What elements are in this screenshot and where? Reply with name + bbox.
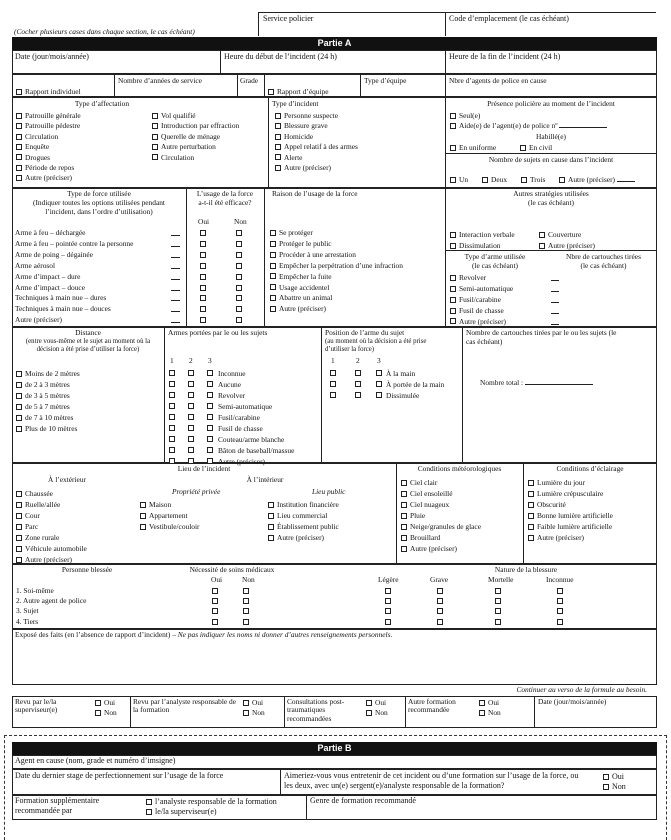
distance-checkbox[interactable]: [16, 393, 22, 399]
subject-weapon-checkbox[interactable]: [207, 392, 213, 398]
subject-weapon-checkbox[interactable]: [207, 403, 213, 409]
subject-weapon-checkbox[interactable]: [169, 414, 175, 420]
injured-title: Personne blessée: [61, 565, 113, 574]
incident-checkbox[interactable]: [275, 123, 281, 129]
cartridges-field[interactable]: [551, 291, 559, 292]
team-report-checkbox[interactable]: [268, 89, 274, 95]
injury-checkbox[interactable]: [557, 619, 563, 625]
incident-checkbox[interactable]: [275, 165, 281, 171]
assign-checkbox[interactable]: [152, 113, 158, 119]
force-effective-checkbox[interactable]: [236, 317, 242, 323]
injury-checkbox[interactable]: [437, 598, 443, 604]
effective-title: L’usage de la force: [196, 189, 254, 198]
assign-checkbox[interactable]: [16, 123, 22, 129]
start-time-label: Heure du début de l’incident (24 h): [224, 52, 337, 61]
assisted-checkbox[interactable]: [450, 123, 456, 129]
reason-checkbox[interactable]: [270, 230, 276, 236]
outside-checkbox[interactable]: [16, 546, 22, 552]
subjects-checkbox[interactable]: [521, 177, 527, 183]
subject-weapons-title: Armes portées par le ou les sujets: [168, 328, 268, 337]
agent-label: Agent en cause (nom, grade et numéro d’imsigne): [15, 756, 176, 765]
place-title: Lieu de l’incident: [177, 464, 231, 473]
lighting-checkbox[interactable]: [528, 491, 534, 497]
subject-weapon-checkbox[interactable]: [169, 447, 175, 453]
injury-checkbox[interactable]: [385, 619, 391, 625]
assign-checkbox[interactable]: [16, 165, 22, 171]
subjects-title: Nombre de sujets en cause dans l’incident: [488, 155, 614, 164]
force-order-field[interactable]: [171, 235, 180, 236]
training-kind-label: Genre de formation recommandé: [310, 796, 416, 805]
location-code-label: Code d’emplacement (le cas échéant): [449, 14, 569, 23]
reason-checkbox[interactable]: [270, 273, 276, 279]
injury-checkbox[interactable]: [557, 588, 563, 594]
subject-weapon-checkbox[interactable]: [188, 370, 194, 376]
assign-checkbox[interactable]: [16, 113, 22, 119]
force-effective-checkbox[interactable]: [236, 252, 242, 258]
incident-checkbox[interactable]: [275, 113, 281, 119]
cartridges-field[interactable]: [551, 313, 559, 314]
private-checkbox[interactable]: [140, 524, 146, 530]
continue-note: Continuer au verso de la formule au besoin.: [516, 685, 647, 694]
cartridges-field[interactable]: [551, 324, 559, 325]
weather-checkbox[interactable]: [401, 546, 407, 552]
injury-checkbox[interactable]: [243, 598, 249, 604]
outside-checkbox[interactable]: [16, 491, 22, 497]
public-checkbox[interactable]: [268, 502, 274, 508]
assign-checkbox[interactable]: [152, 154, 158, 160]
subject-weapon-checkbox[interactable]: [207, 381, 213, 387]
part-b-bar: Partie B: [12, 742, 657, 755]
weapon-position-checkbox[interactable]: [376, 381, 382, 387]
force-effective-checkbox[interactable]: [236, 306, 242, 312]
strategy-checkbox[interactable]: [539, 243, 545, 249]
assign-checkbox[interactable]: [152, 123, 158, 129]
by-analyst-checkbox[interactable]: [146, 799, 152, 805]
subject-weapon-checkbox[interactable]: [169, 436, 175, 442]
weather-title: Conditions météorologiques: [417, 464, 502, 473]
subject-weapon-checkbox[interactable]: [188, 447, 194, 453]
injury-checkbox[interactable]: [437, 588, 443, 594]
outside-checkbox[interactable]: [16, 513, 22, 519]
subject-weapon-checkbox[interactable]: [169, 392, 175, 398]
force-effective-checkbox[interactable]: [200, 263, 206, 269]
private-checkbox[interactable]: [140, 513, 146, 519]
supervisor-review-label: Revu par le/la superviseur(e): [15, 697, 58, 715]
public-checkbox[interactable]: [268, 513, 274, 519]
weather-checkbox[interactable]: [401, 480, 407, 486]
training-no-checkbox[interactable]: [479, 710, 485, 716]
subjects-checkbox[interactable]: [559, 177, 565, 183]
lighting-title: Conditions d’éclairage: [556, 464, 624, 473]
public-checkbox[interactable]: [268, 524, 274, 530]
subject-weapon-checkbox[interactable]: [188, 414, 194, 420]
force-order-field[interactable]: [171, 322, 180, 323]
injury-checkbox[interactable]: [437, 619, 443, 625]
discuss-label: Aimeriez-vous vous entretenir de cet incident ou d’une formation sur l’usage de la force, ou: [284, 771, 579, 780]
debrief-yes-checkbox[interactable]: [366, 700, 372, 706]
weather-checkbox[interactable]: [401, 535, 407, 541]
force-effective-checkbox[interactable]: [200, 306, 206, 312]
distance-checkbox[interactable]: [16, 415, 22, 421]
presence-title: Présence policière au moment de l’incident: [487, 99, 615, 108]
force-order-field[interactable]: [171, 257, 180, 258]
force-item: Arme aérosol: [15, 260, 56, 270]
last-training-label: Date du dernier stage de perfectionnement sur l’usage de la force: [15, 771, 224, 780]
force-effective-checkbox[interactable]: [200, 274, 206, 280]
weapon-type-checkbox[interactable]: [450, 275, 456, 281]
force-order-field[interactable]: [171, 300, 180, 301]
injury-checkbox[interactable]: [495, 598, 501, 604]
force-order-field[interactable]: [171, 290, 180, 291]
weather-checkbox[interactable]: [401, 524, 407, 530]
force-title: Type de force utilisée: [67, 189, 131, 198]
reason-checkbox[interactable]: [270, 306, 276, 312]
weapon-type-checkbox[interactable]: [450, 297, 456, 303]
end-time-label: Heure de la fin de l’incident (24 h): [449, 52, 561, 61]
lighting-checkbox[interactable]: [528, 502, 534, 508]
force-item: Arme à feu – déchargée: [15, 228, 86, 237]
public-checkbox[interactable]: [268, 535, 274, 541]
force-item: Techniques à main nue – dures: [15, 293, 107, 303]
weapon-position-checkbox[interactable]: [376, 392, 382, 398]
force-effective-checkbox[interactable]: [200, 241, 206, 247]
weapon-position-checkbox[interactable]: [330, 392, 336, 398]
force-order-field[interactable]: [171, 268, 180, 269]
subject-weapon-checkbox[interactable]: [169, 370, 175, 376]
injury-checkbox[interactable]: [495, 608, 501, 614]
subject-weapon-checkbox[interactable]: [169, 425, 175, 431]
subject-weapon-checkbox[interactable]: [188, 403, 194, 409]
force-effective-checkbox[interactable]: [236, 285, 242, 291]
weather-checkbox[interactable]: [401, 491, 407, 497]
outside-checkbox[interactable]: [16, 557, 22, 563]
other-training-label: Autre formation recommandée: [408, 697, 456, 715]
part-a-bar: Partie A: [12, 37, 657, 50]
header-note: (Cocher plusieurs cases dans chaque section, le cas échéant): [14, 27, 195, 36]
subjects-checkbox[interactable]: [482, 177, 488, 183]
force-item: Arme à feu – pointée contre la personne: [15, 238, 134, 248]
weather-checkbox[interactable]: [401, 502, 407, 508]
lighting-checkbox[interactable]: [528, 480, 534, 486]
private-checkbox[interactable]: [140, 502, 146, 508]
distance-checkbox[interactable]: [16, 426, 22, 432]
cartridges-field[interactable]: [551, 280, 559, 281]
strategy-checkbox[interactable]: [450, 232, 456, 238]
force-effective-checkbox[interactable]: [200, 230, 206, 236]
by-supervisor-checkbox[interactable]: [146, 809, 152, 815]
assign-checkbox[interactable]: [16, 175, 22, 181]
analyst-no-checkbox[interactable]: [243, 710, 249, 716]
force-effective-checkbox[interactable]: [236, 274, 242, 280]
injury-checkbox[interactable]: [243, 588, 249, 594]
subject-weapon-checkbox[interactable]: [207, 425, 213, 431]
injury-checkbox[interactable]: [385, 598, 391, 604]
subject-weapon-checkbox[interactable]: [188, 436, 194, 442]
reason-title: Raison de l’usage de la force: [272, 189, 358, 198]
force-effective-checkbox[interactable]: [200, 285, 206, 291]
discuss-yes-checkbox[interactable]: [603, 774, 609, 780]
lighting-checkbox[interactable]: [528, 513, 534, 519]
assign-checkbox[interactable]: [152, 144, 158, 150]
cartridges-field[interactable]: [551, 302, 559, 303]
analyst-yes-checkbox[interactable]: [243, 700, 249, 706]
incident-type-title: Type d’incident: [272, 99, 319, 108]
distance-checkbox[interactable]: [16, 404, 22, 410]
lighting-checkbox[interactable]: [528, 535, 534, 541]
total-cartridges-field[interactable]: [525, 379, 593, 385]
individual-report-checkbox[interactable]: [16, 89, 22, 95]
weapon-type-checkbox[interactable]: [450, 308, 456, 314]
injury-checkbox[interactable]: [385, 588, 391, 594]
assign-checkbox[interactable]: [152, 134, 158, 140]
force-effective-checkbox[interactable]: [200, 252, 206, 258]
civil-checkbox[interactable]: [520, 145, 526, 151]
force-item: Techniques à main nue – douces: [15, 304, 111, 314]
weapon-position-title: Position de l’arme du sujet: [325, 328, 405, 337]
subject-weapon-checkbox[interactable]: [188, 381, 194, 387]
weapon-position-checkbox[interactable]: [355, 381, 361, 387]
years-label: Nombre d’années de service: [118, 76, 202, 85]
weapon-position-checkbox[interactable]: [376, 370, 382, 376]
subject-weapon-checkbox[interactable]: [169, 403, 175, 409]
weather-checkbox[interactable]: [401, 513, 407, 519]
subjects-checkbox[interactable]: [450, 177, 456, 183]
discuss-no-checkbox[interactable]: [603, 784, 609, 790]
assign-checkbox[interactable]: [16, 144, 22, 150]
debrief-label: Consultations post-traumatiques recommandées: [287, 697, 345, 723]
grade-label: Grade: [240, 76, 259, 85]
force-item: Arme d’impact – dure: [15, 271, 81, 281]
lighting-checkbox[interactable]: [528, 524, 534, 530]
subject-weapon-checkbox[interactable]: [207, 447, 213, 453]
subject-weapon-checkbox[interactable]: [188, 425, 194, 431]
incident-checkbox[interactable]: [275, 154, 281, 160]
injury-checkbox[interactable]: [212, 588, 218, 594]
subject-weapon-checkbox[interactable]: [188, 392, 194, 398]
force-effective-checkbox[interactable]: [200, 317, 206, 323]
distance-checkbox[interactable]: [16, 382, 22, 388]
injury-checkbox[interactable]: [212, 598, 218, 604]
subject-weapon-checkbox[interactable]: [207, 370, 213, 376]
strategy-checkbox[interactable]: [450, 243, 456, 249]
supervisor-yes-checkbox[interactable]: [95, 700, 101, 706]
injury-checkbox[interactable]: [212, 608, 218, 614]
injury-checkbox[interactable]: [437, 608, 443, 614]
medical-care-title: Nécessité de soins médicaux: [189, 565, 275, 574]
outside-checkbox[interactable]: [16, 502, 22, 508]
service-label: Service policier: [263, 14, 314, 23]
weapon-type-checkbox[interactable]: [450, 286, 456, 292]
injury-checkbox[interactable]: [385, 608, 391, 614]
distance-title: Distance: [75, 328, 101, 337]
alone-checkbox[interactable]: [450, 113, 456, 119]
outside-checkbox[interactable]: [16, 535, 22, 541]
injury-nature-title: Nature de la blessure: [494, 565, 558, 574]
weapon-position-checkbox[interactable]: [330, 370, 336, 376]
force-effective-checkbox[interactable]: [200, 295, 206, 301]
force-order-field[interactable]: [171, 279, 180, 280]
team-type-label: Type d’équipe: [364, 76, 407, 85]
uniform-checkbox[interactable]: [450, 145, 456, 151]
force-effective-checkbox[interactable]: [236, 230, 242, 236]
force-item: Arme de poing – dégainée: [15, 249, 93, 259]
debrief-no-checkbox[interactable]: [366, 710, 372, 716]
reason-checkbox[interactable]: [270, 241, 276, 247]
force-effective-checkbox[interactable]: [236, 295, 242, 301]
distance-checkbox[interactable]: [16, 371, 22, 377]
reason-checkbox[interactable]: [270, 252, 276, 258]
extra-training-label: Formation supplémentaire: [15, 796, 100, 805]
strategy-checkbox[interactable]: [539, 232, 545, 238]
weapon-position-checkbox[interactable]: [355, 370, 361, 376]
row-officer: [12, 74, 657, 97]
subject-cartridges-title: Nombre de cartouches tirées par le ou les sujets (le: [466, 328, 617, 337]
weapon-type-checkbox[interactable]: [450, 318, 456, 324]
injury-checkbox[interactable]: [243, 619, 249, 625]
outside-checkbox[interactable]: [16, 524, 22, 530]
incident-checkbox[interactable]: [275, 144, 281, 150]
reason-checkbox[interactable]: [270, 295, 276, 301]
injury-checkbox[interactable]: [557, 598, 563, 604]
analyst-review-label: Revu par l’analyste responsable de la formation: [133, 697, 237, 715]
subject-weapon-checkbox[interactable]: [207, 414, 213, 420]
assign-checkbox[interactable]: [16, 134, 22, 140]
injury-checkbox[interactable]: [495, 588, 501, 594]
injury-checkbox[interactable]: [557, 608, 563, 614]
force-order-field[interactable]: [171, 246, 180, 247]
force-item: Arme d’impact – douce: [15, 282, 85, 292]
force-item: Autre (préciser): [15, 315, 62, 325]
subject-weapon-checkbox[interactable]: [169, 381, 175, 387]
weapon-position-checkbox[interactable]: [330, 381, 336, 387]
training-yes-checkbox[interactable]: [479, 700, 485, 706]
supervisor-no-checkbox[interactable]: [95, 710, 101, 716]
force-effective-checkbox[interactable]: [236, 263, 242, 269]
injury-checkbox[interactable]: [212, 619, 218, 625]
incident-form-page: (Cocher plusieurs cases dans chaque section, le cas échéant) Service policier Code d’emplacement (le cas échéant) Partie A Date (jour/mois/année) Heure du début de l’incident (24 h) Heure de la fin de l’incident (24 h) Rapport individuel Nombre d’années de service Grade Rapport d’équipe Type d’équipe Nbre d’agents de police en cause Type d’affectation Patrouille générale Patrouille pédestre Circulation Enquête Drogues Période de repos Autre (préciser) Vol qualifié Introduction par effraction Querelle de ménage Autre perturbation Circulation Type d’incident Personne suspecte Blessure grave Homicide Appel relatif à des armes Alerte Autre (préciser) Présence policière au moment de l’incident Seul(e) Aide(e) de l’agent(e) de police nº Habillé(e) En uniforme En civil Nombre de sujets en cause dans l’incident Un Deux Trois Autre (préciser) Type de force utilisée (Indiquer toutes les options utilisées pendant l’incident, dans l’ordre d’utilisation) L’usage de la force a-t-il été efficace? Oui Non Arme à feu – déchargée Arme à feu – pointée contre la personne Arme de poing – dégainée Arme aérosol Arme d’impact – dure Arme d’impact – douce Techniques à main nue – dures Techniques à main nue – douces Autre (préciser) Raison de l’usage de la force Se protéger Protéger le public Procéder à une arrestation Empêcher la perpétration d’une infraction Empêcher la fuite Usage accidentel Abattre un animal Autre (préciser) Autres stratégies utilisées (le cas échéant) Interaction verbale Dissimulation Couverture Autre (préciser) Type d’arme utilisée (le cas échéant) Nbre de cartouches tirées (le cas échéant) Revolver Semi-automatique Fusil/carabine Fusil de chasse Autre (préciser) Distance (entre vous-même et le sujet au moment où la décision a été prise d’utiliser la force) Moins de 2 mètres de 2 à 3 mètres de 3 à 5 mètres de 5 à 7 mètres de 7 à 10 mètres Plus de 10 mètres Armes portées par le ou les sujets 1 2 3 Inconnue Aucune Revolver Semi-automatique Fusil/carabine Fusil de chasse Couteau/arme blanche Bâton de baseball/massue Autre (préciser) Position de l’arme du sujet (au moment où la décision a été prise d’utiliser la force) 1 2 3 À la main À portée de la main Dissimulée Nombre de cartouches tirées par le ou les sujets (le cas échéant) Nombre total : Lieu de l’incident À l’extérieur À l’intérieur Propriété privée Lieu public Chaussée Ruelle/allée Cour Parc Zone rurale Véhicule automobile Autre (préciser) Maison Appartement Vestibule/couloir Institution financière Lieu commercial Établissement public Autre (préciser) Conditions météorologiques Ciel clair Ciel ensoleillé Ciel nuageux Pluie Neige/granules de glace Brouillard Autre (préciser) Conditions d’éclairage Lumière du jour Lumière crépusculaire Obscurité Bonne lumière artificielle Faible lumière artificielle Autre (préciser) Personne blessée Nécessité de soins médicaux Oui Non Nature de la blessure Légère Grave Mortelle Inconnue 1. Soi-même 2. Autre agent de police 3. Sujet 4. Tiers Exposé des faits (en l’absence de rapport d’incident) – Ne pas indiquer les noms ni donner d’autres renseignements personnels. Continuer au verso de la formule au besoin. Revu par le/la superviseur(e) Oui Non Revu par l’analyste responsable de la formation Oui Non Consultations post-traumatiques recommandées Oui Non Autre formation recommandée Oui Non Date (jour/mois/année) Partie B Agent en cause (nom, grade et numéro d’imsigne) Date du dernier stage de perfectionnement sur l’usage de la force Aimeriez-vous vous entretenir de cet incident ou d’une formation sur l’usage de la force, ou les deux, avec un(e) sergent(e)/analyste responsable de la formation? Oui Non Formation supplémentaire recommandée par l’analyste responsable de la formation le/la superviseur(e) Genre de formation recommandé: [0, 0, 671, 840]
injury-checkbox[interactable]: [495, 619, 501, 625]
reason-checkbox[interactable]: [270, 263, 276, 269]
review-date-label: Date (jour/mois/année): [538, 697, 607, 706]
force-order-field[interactable]: [171, 311, 180, 312]
assign-checkbox[interactable]: [16, 154, 22, 160]
force-effective-checkbox[interactable]: [236, 241, 242, 247]
subject-weapon-checkbox[interactable]: [207, 436, 213, 442]
dress-title: Habillé(e): [536, 132, 566, 141]
reason-checkbox[interactable]: [270, 284, 276, 290]
injury-checkbox[interactable]: [243, 608, 249, 614]
incident-checkbox[interactable]: [275, 134, 281, 140]
assignment-title: Type d’affectation: [74, 99, 130, 108]
weapon-type-title: Type d’arme utilisée: [464, 252, 526, 261]
weapon-position-checkbox[interactable]: [355, 392, 361, 398]
date-label: Date (jour/mois/année): [15, 52, 89, 61]
strategies-title: Autres stratégies utilisées: [513, 189, 589, 198]
agents-count-label: Nbre d’agents de police en cause: [449, 76, 547, 85]
